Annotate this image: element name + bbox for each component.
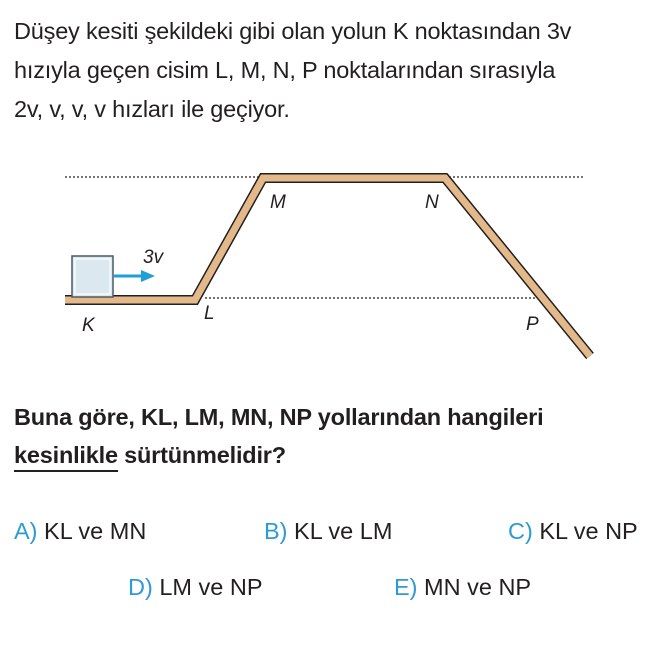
question-line-1: Buna göre, KL, LM, MN, NP yollarından hangileri	[14, 404, 544, 430]
option-d[interactable]	[128, 574, 263, 601]
problem-line-2: hızıyla geçen cisim L, M, N, P noktalarından sırasıyla	[14, 57, 556, 83]
question-line-2	[14, 436, 664, 474]
option-a-letter: A)	[14, 518, 38, 544]
option-c[interactable]	[508, 518, 638, 545]
option-a-text: KL ve MN	[37, 518, 147, 544]
option-a[interactable]	[14, 518, 146, 545]
point-label-l: L	[204, 303, 215, 324]
point-label-k: K	[82, 315, 95, 336]
option-d-text: LM ve NP	[152, 574, 263, 600]
option-c-letter: C)	[508, 518, 533, 544]
option-b[interactable]	[264, 518, 392, 545]
question-line-2-rest: sürtünmelidir?	[117, 442, 286, 468]
problem-line-3: 2v, v, v, v hızları ile geçiyor.	[14, 96, 290, 122]
option-b-letter: B)	[264, 518, 288, 544]
option-e-letter: E)	[394, 574, 418, 600]
problem-line-1: Düşey kesiti şekildeki gibi olan yolun K noktasından 3v	[14, 18, 572, 44]
option-d-letter: D)	[128, 574, 153, 600]
option-e[interactable]	[394, 574, 531, 601]
block	[72, 256, 113, 297]
velocity-label: 3v	[143, 247, 164, 268]
option-e-text: MN ve NP	[417, 574, 532, 600]
velocity-arrow-icon	[114, 270, 155, 282]
point-label-n: N	[425, 192, 439, 213]
point-label-p: P	[526, 314, 539, 335]
option-b-text: KL ve LM	[287, 518, 393, 544]
option-c-text: KL ve NP	[532, 518, 638, 544]
emphasis-word: kesinlikle	[14, 440, 118, 472]
question-text	[14, 398, 664, 474]
point-label-m: M	[270, 192, 286, 213]
